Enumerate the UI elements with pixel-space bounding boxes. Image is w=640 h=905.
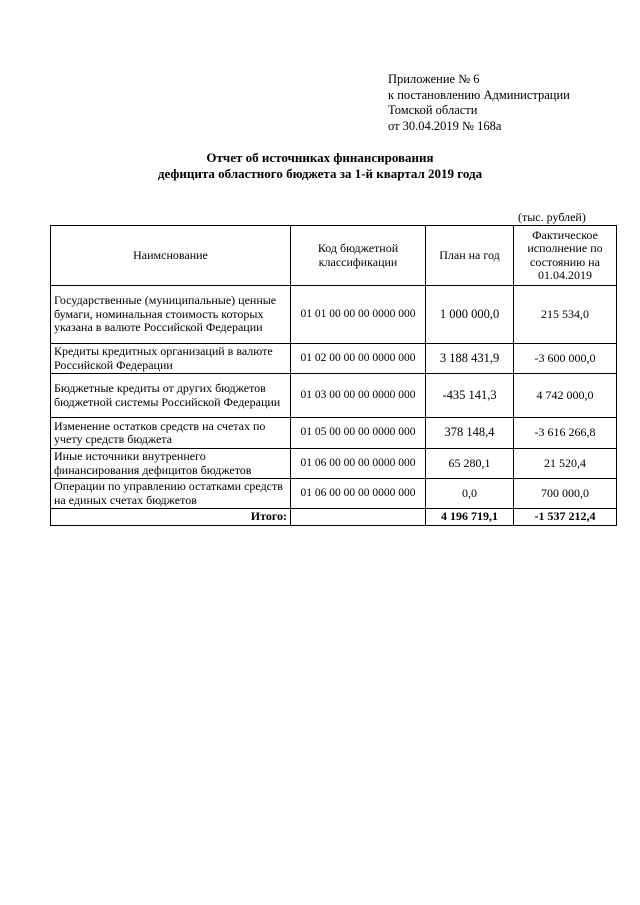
row-name: Иные источники внутреннего финансирования дефицитов бюджетов xyxy=(51,449,291,479)
total-plan: 4 196 719,1 xyxy=(426,509,514,526)
row-actual: 4 742 000,0 xyxy=(514,374,617,418)
header-name: Наимснование xyxy=(51,226,291,286)
table-row xyxy=(51,344,617,374)
appendix-line-1: Приложение № 6 xyxy=(388,72,480,86)
row-plan: 0,0 xyxy=(426,479,514,509)
table-total-row xyxy=(51,509,617,526)
row-plan: 65 280,1 xyxy=(426,449,514,479)
row-code: 01 01 00 00 00 0000 000 xyxy=(291,286,426,344)
appendix-block xyxy=(388,72,570,134)
row-name: Кредиты кредитных организаций в валюте Российской Федерации xyxy=(51,344,291,374)
header-actual: Фактическое исполнение по состоянию на 01.04.2019 xyxy=(514,226,617,286)
row-actual: -3 616 266,8 xyxy=(514,418,617,449)
table-row xyxy=(51,286,617,344)
row-plan: 378 148,4 xyxy=(426,418,514,449)
row-name: Государственные (муниципальные) ценные бумаги, номинальная стоимость которых указана в валюте Российской Федерации xyxy=(51,286,291,344)
units-note: (тыс. рублей) xyxy=(518,210,586,224)
header-code: Код бюджетной классификации xyxy=(291,226,426,286)
report-table xyxy=(50,225,617,526)
row-plan: -435 141,3 xyxy=(426,374,514,418)
title-line-1: Отчет об источниках финансирования xyxy=(206,150,434,165)
table-row xyxy=(51,449,617,479)
appendix-line-4: от 30.04.2019 № 168а xyxy=(388,118,502,133)
document-title xyxy=(0,150,640,182)
row-actual: 21 520,4 xyxy=(514,449,617,479)
header-plan: План на год xyxy=(426,226,514,286)
row-code: 01 06 00 00 00 0000 000 xyxy=(291,449,426,479)
row-actual: -3 600 000,0 xyxy=(514,344,617,374)
row-code: 01 03 00 00 00 0000 000 xyxy=(291,374,426,418)
row-code: 01 02 00 00 00 0000 000 xyxy=(291,344,426,374)
row-name: Операции по управлению остатками средств на единых счетах бюджетов xyxy=(51,479,291,509)
total-code-empty xyxy=(291,509,426,526)
appendix-line-3: Томской области xyxy=(388,103,478,117)
row-code: 01 05 00 00 00 0000 000 xyxy=(291,418,426,449)
row-actual: 700 000,0 xyxy=(514,479,617,509)
table-row xyxy=(51,374,617,418)
table-row xyxy=(51,418,617,449)
row-name: Изменение остатков средств на счетах по учету средств бюджета xyxy=(51,418,291,449)
appendix-line-2: к постановлению Администрации xyxy=(388,87,570,102)
row-plan: 1 000 000,0 xyxy=(426,286,514,344)
total-actual: -1 537 212,4 xyxy=(514,509,617,526)
table-row xyxy=(51,479,617,509)
row-code: 01 06 00 00 00 0000 000 xyxy=(291,479,426,509)
title-line-2: дефицита областного бюджета за 1-й квартал 2019 года xyxy=(157,166,483,181)
row-plan: 3 188 431,9 xyxy=(426,344,514,374)
row-name: Бюджетные кредиты от других бюджетов бюджетной системы Российской Федерации xyxy=(51,374,291,418)
row-actual: 215 534,0 xyxy=(514,286,617,344)
total-label: Итого: xyxy=(51,509,291,526)
table-header-row xyxy=(51,226,617,286)
